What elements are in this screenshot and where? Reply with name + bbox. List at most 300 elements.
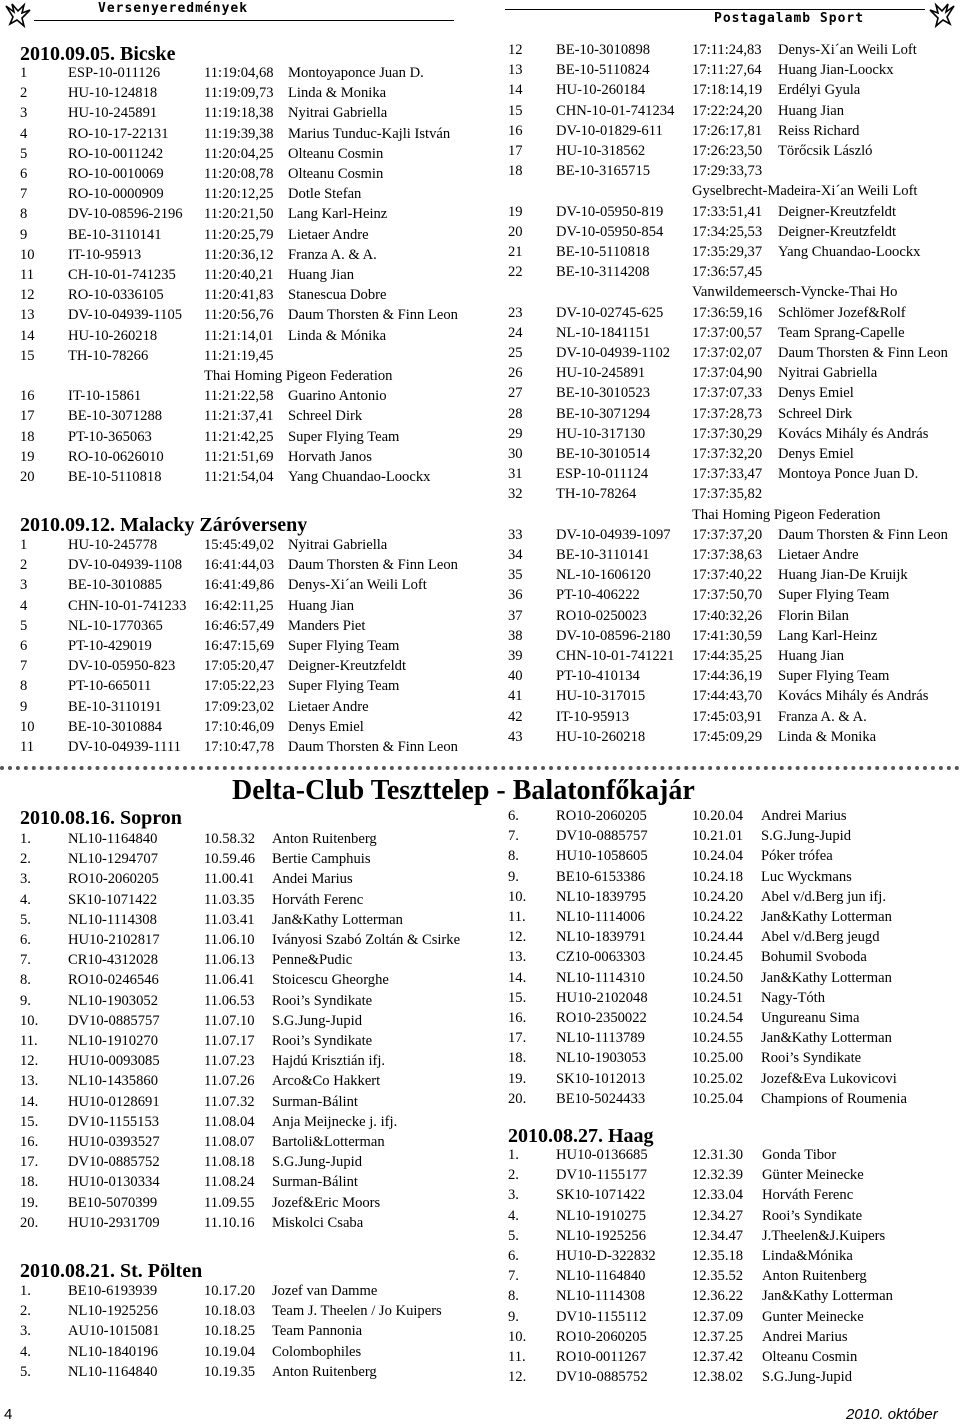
result-time: 17:45:03,91 (692, 708, 763, 725)
result-time: 11:20:25,79 (204, 226, 274, 243)
result-row (20, 204, 538, 224)
result-ring: HU10-2102817 (68, 932, 160, 948)
result-position: 4. (20, 1343, 31, 1360)
result-position: 3. (20, 871, 31, 888)
result-name: Stanescua Dobre (288, 287, 387, 304)
result-time: 10.18.25 (204, 1323, 256, 1340)
result-time: 10.24.55 (692, 1030, 744, 1047)
result-time: 10.24.45 (692, 949, 744, 966)
result-position: 16. (508, 1010, 527, 1026)
pigeon-logo-icon (4, 2, 32, 28)
result-row (508, 1307, 960, 1327)
pigeon-logo-icon (928, 2, 956, 28)
result-row (20, 555, 538, 575)
result-position: 7 (20, 658, 28, 675)
result-position: 6. (20, 932, 31, 948)
result-row (20, 737, 538, 757)
result-position: 3 (20, 577, 28, 594)
result-ring: DV10-0885752 (68, 1154, 160, 1171)
result-position: 4 (20, 597, 28, 614)
result-position: 7. (508, 1268, 519, 1285)
result-row (20, 184, 538, 204)
result-row (20, 164, 538, 184)
result-name: Anja Meijnecke j. ifj. (272, 1113, 398, 1130)
result-ring: ESP-10-011126 (68, 65, 161, 81)
result-position: 8. (508, 848, 519, 865)
result-position: 19 (20, 448, 35, 465)
result-ring: HU10-0393527 (68, 1134, 160, 1150)
result-ring: NL10-1114308 (556, 1288, 645, 1305)
result-ring: SK10-1071422 (68, 891, 158, 908)
result-name: Huang Jian (288, 267, 355, 283)
result-time: 12.35.18 (692, 1248, 744, 1264)
result-name: Gunter Meinecke (762, 1308, 864, 1325)
result-position: 35 (508, 567, 523, 584)
result-ring: NL-10-1841151 (556, 324, 651, 341)
result-ring: RO-10-0011242 (68, 145, 164, 162)
result-ring: ESP-10-011124 (556, 466, 649, 483)
result-ring: BE10-5070399 (68, 1194, 158, 1211)
result-ring: IT-10-95913 (556, 708, 630, 725)
result-time: 15:45:49,02 (204, 537, 275, 553)
result-time: 11.03.41 (204, 911, 255, 928)
result-name: Denys-Xi´an Weili Loft (288, 577, 427, 594)
result-position: 30 (508, 446, 523, 462)
result-position: 1. (20, 1283, 31, 1299)
result-row (508, 525, 960, 545)
result-name: S.G.Jung-Jupid (762, 1369, 853, 1386)
result-name: Daum Thorsten & Finn Leon (778, 526, 948, 543)
result-name: Dotle Stefan (288, 186, 362, 203)
result-name: Horvath Janos (288, 448, 372, 465)
result-name-continuation: Vanwildemeersch-Vyncke-Thai Ho (692, 284, 898, 301)
result-row (508, 1367, 960, 1387)
result-position: 14 (20, 327, 35, 344)
result-name: Daum Thorsten & Finn Leon (288, 307, 458, 324)
club-banner: Delta-Club Teszttelep - Balatonfőkajár (232, 775, 695, 806)
result-row (508, 1286, 960, 1306)
issue-date: 2010. október (846, 1406, 938, 1423)
result-ring: NL10-1925256 (68, 1303, 158, 1320)
result-position: 1 (20, 65, 28, 81)
result-ring: RO-10-0010069 (68, 166, 164, 182)
result-position: 10. (508, 1328, 527, 1345)
result-time: 11:19:39,38 (204, 125, 274, 142)
result-row (508, 626, 960, 646)
result-time: 11.08.07 (204, 1134, 255, 1150)
result-ring: NL10-1164840 (68, 1363, 158, 1380)
result-position: 20 (20, 469, 35, 485)
result-name: Huang Jian (778, 648, 845, 664)
result-name: Olteanu Cosmin (288, 145, 384, 162)
result-name: Bartoli&Lotterman (272, 1134, 385, 1150)
result-name: Nyitrai Gabriella (288, 537, 388, 553)
result-name: Lang Karl-Heinz (288, 206, 388, 223)
result-name-continuation: Thai Homing Pigeon Federation (204, 368, 393, 384)
result-ring: SK10-1071422 (556, 1187, 646, 1204)
section-title: 2010.08.21. St. Pölten (20, 1260, 203, 1282)
result-time: 17:37:02,07 (692, 345, 763, 361)
result-position: 18. (508, 1050, 527, 1067)
result-name: Colombophiles (272, 1343, 362, 1360)
result-name: Andrei Marius (762, 1328, 848, 1345)
result-time: 12.37.25 (692, 1328, 744, 1345)
result-name: Jan&Kathy Lotterman (761, 909, 892, 925)
result-ring: NL10-1114310 (556, 969, 645, 986)
result-name: Huang Jian-Loockx (778, 62, 894, 79)
result-position: 21 (508, 244, 523, 260)
result-ring: HU10-0130334 (68, 1174, 160, 1191)
result-row (20, 849, 472, 869)
result-position: 15 (508, 102, 523, 119)
result-time: 11.07.23 (204, 1053, 255, 1070)
result-ring: HU-10-317015 (556, 688, 646, 705)
result-position: 18 (508, 163, 523, 180)
result-position: 28 (508, 405, 523, 422)
result-ring: CH-10-01-741235 (68, 267, 176, 283)
result-time: 17:37:28,73 (692, 405, 763, 422)
result-ring: BE10-5024433 (556, 1090, 646, 1107)
result-row (508, 707, 960, 727)
result-ring: DV-10-05950-854 (556, 223, 664, 240)
result-row (20, 869, 472, 889)
result-time: 11.06.10 (204, 932, 255, 948)
result-row (20, 386, 538, 406)
result-name-continuation: Thai Homing Pigeon Federation (692, 506, 881, 523)
result-name: Montoya Ponce Juan D. (778, 466, 919, 483)
result-ring: BE-10-3110141 (556, 547, 650, 563)
result-ring: AU10-1015081 (68, 1323, 160, 1340)
result-name: Olteanu Cosmin (288, 166, 384, 182)
result-position: 27 (508, 385, 523, 402)
result-time: 11:21:22,58 (204, 388, 274, 405)
result-time: 11:21:14,01 (204, 327, 274, 344)
result-row (508, 1206, 960, 1226)
result-ring: PT-10-365063 (68, 428, 152, 445)
result-ring: NL10-1910270 (68, 1033, 158, 1049)
result-time: 11.08.18 (204, 1154, 255, 1171)
result-time: 12.34.47 (692, 1227, 744, 1244)
result-ring: PT-10-410134 (556, 668, 640, 685)
result-ring: PT-10-665011 (68, 678, 152, 695)
result-name: Abel v/d.Berg jun ifj. (761, 888, 886, 905)
result-row (20, 467, 538, 487)
result-name: Yang Chuandao-Loockx (778, 244, 921, 260)
result-time: 11:21:19,45 (204, 347, 274, 364)
result-time: 10.24.50 (692, 969, 744, 986)
result-row (508, 363, 960, 383)
result-name: Kovács Mihály és András (778, 688, 929, 705)
result-time: 17:26:17,81 (692, 122, 763, 139)
result-row (508, 80, 960, 100)
result-name: Daum Thorsten & Finn Leon (288, 557, 458, 574)
result-row (20, 616, 538, 636)
result-ring: BE-10-3071294 (556, 405, 651, 422)
result-time: 17:37:40,22 (692, 567, 763, 584)
result-position: 40 (508, 668, 523, 685)
result-ring: HU10-0136685 (556, 1147, 648, 1163)
result-ring: DV-10-08596-2180 (556, 627, 671, 644)
result-time: 16:46:57,49 (204, 617, 275, 634)
result-time: 11.09.55 (204, 1194, 255, 1211)
result-name: Erdélyi Gyula (778, 82, 861, 99)
result-time: 17:26:23,50 (692, 143, 763, 159)
result-row (508, 464, 960, 484)
result-row (20, 930, 472, 950)
result-time: 12.35.52 (692, 1268, 744, 1285)
result-ring: BE-10-5110818 (556, 244, 650, 260)
result-ring: RO10-2060205 (556, 1328, 647, 1345)
result-row (508, 1069, 960, 1089)
result-row (20, 1112, 472, 1132)
result-ring: HU-10-260218 (556, 728, 646, 745)
result-position: 8 (20, 206, 28, 223)
result-ring: DV10-0885757 (68, 1012, 160, 1029)
result-position: 17 (508, 143, 523, 159)
result-position: 20. (20, 1214, 39, 1231)
result-ring: HU-10-124818 (68, 85, 158, 102)
result-row (508, 1048, 960, 1068)
result-row (20, 305, 538, 325)
result-row (508, 1347, 960, 1367)
result-row (508, 968, 960, 988)
result-ring: HU-10-260184 (556, 82, 646, 99)
result-row (20, 717, 538, 737)
result-position: 15. (20, 1113, 39, 1130)
result-time: 17:05:22,23 (204, 678, 275, 695)
result-row (20, 596, 538, 616)
result-position: 42 (508, 708, 523, 725)
result-name: J.Theelen&J.Kuipers (762, 1227, 886, 1244)
result-name: Super Flying Team (778, 587, 890, 604)
result-row (20, 346, 538, 366)
result-time: 17:40:32,26 (692, 607, 763, 624)
result-time: 11:20:08,78 (204, 166, 274, 182)
result-row (20, 265, 538, 285)
result-position: 16. (20, 1134, 39, 1150)
result-name: Andrei Marius (761, 808, 847, 824)
result-position: 17. (20, 1154, 39, 1171)
section-title: 2010.09.05. Bicske (20, 43, 176, 65)
result-row (20, 1132, 472, 1152)
result-position: 11. (508, 1349, 526, 1365)
result-position: 37 (508, 607, 523, 624)
result-time: 10.17.20 (204, 1283, 256, 1299)
result-position: 18 (20, 428, 35, 445)
section-title: 2010.08.16. Sopron (20, 807, 182, 829)
result-row (508, 323, 960, 343)
result-name: Huang Jian-De Kruijk (778, 567, 908, 584)
result-time: 11.07.17 (204, 1033, 255, 1049)
result-time: 12.31.30 (692, 1147, 744, 1163)
result-ring: BE10-6153386 (556, 868, 646, 885)
result-time: 10.24.54 (692, 1010, 744, 1026)
result-ring: HU10-1058605 (556, 848, 648, 865)
result-row (508, 1089, 960, 1109)
result-time: 11.06.41 (204, 972, 255, 989)
result-position: 14. (508, 969, 527, 986)
result-time: 17:10:46,09 (204, 718, 275, 735)
result-row (20, 1011, 472, 1031)
result-position: 15. (508, 989, 527, 1006)
result-time: 10.24.20 (692, 888, 744, 905)
result-position: 17. (508, 1030, 527, 1047)
result-ring: RO10-0011267 (556, 1349, 647, 1365)
result-position: 10 (20, 718, 35, 735)
result-position: 2. (508, 1167, 519, 1184)
result-time: 17:37:50,70 (692, 587, 763, 604)
result-ring: NL10-1910275 (556, 1207, 646, 1224)
result-row (20, 1213, 472, 1233)
result-time: 17:37:37,20 (692, 526, 763, 543)
result-ring: RO-10-17-22131 (68, 125, 169, 142)
result-row (508, 806, 960, 826)
result-ring: NL10-1113789 (556, 1030, 645, 1047)
result-ring: BE-10-3010898 (556, 42, 651, 58)
result-name: Kovács Mihály és András (778, 425, 929, 442)
result-ring: BE10-6193939 (68, 1283, 158, 1299)
result-row (20, 144, 538, 164)
result-row (20, 1281, 472, 1301)
result-time: 17:37:00,57 (692, 324, 763, 341)
result-name: Denys Emiel (778, 385, 854, 402)
result-row (508, 1266, 960, 1286)
result-row (508, 727, 960, 747)
result-ring: NL10-1840196 (68, 1343, 158, 1360)
result-row (20, 406, 538, 426)
result-name: Lang Karl-Heinz (778, 627, 878, 644)
result-time: 11:21:51,69 (204, 448, 274, 465)
result-time: 17:41:30,59 (692, 627, 763, 644)
result-ring: TH-10-78266 (68, 347, 149, 364)
result-position: 1 (20, 537, 28, 553)
result-position: 8 (20, 678, 28, 695)
result-time: 11.06.13 (204, 952, 255, 969)
result-time: 12.38.02 (692, 1369, 744, 1386)
section-title: 2010.08.27. Haag (508, 1125, 654, 1147)
result-time: 17:36:59,16 (692, 304, 763, 321)
result-row (508, 1185, 960, 1205)
result-name: Miskolci Csaba (272, 1214, 364, 1231)
result-name: Franza A. & A. (778, 708, 867, 725)
result-row (20, 1071, 472, 1091)
result-name: Schreel Dirk (288, 408, 363, 425)
result-time: 11:20:04,25 (204, 145, 274, 162)
result-time: 17:09:23,02 (204, 698, 275, 715)
result-ring: NL10-1294707 (68, 851, 158, 868)
result-position: 22 (508, 264, 523, 281)
result-row (20, 1193, 472, 1213)
result-name: Anton Ruitenberg (762, 1268, 867, 1285)
result-time: 16:41:44,03 (204, 557, 275, 574)
result-ring: NL10-1164840 (556, 1268, 646, 1285)
result-position: 9. (508, 868, 519, 885)
result-position: 14. (20, 1093, 39, 1110)
result-name: Denys Emiel (288, 718, 364, 735)
result-name: Marius Tunduc-Kajli István (288, 125, 451, 142)
result-time: 11:20:41,83 (204, 287, 274, 304)
result-ring: BE-10-3110141 (68, 226, 162, 243)
result-ring: RO10-0246546 (68, 972, 159, 989)
result-ring: DV-10-04939-1105 (68, 307, 183, 324)
result-ring: DV10-0885757 (556, 828, 648, 845)
result-time: 11:21:37,41 (204, 408, 274, 425)
result-ring: CHN-10-01-741234 (556, 102, 675, 119)
result-time: 17:44:36,19 (692, 668, 763, 685)
result-name: Olteanu Cosmin (762, 1349, 858, 1365)
section-title: 2010.09.12. Malacky Záróverseny (20, 514, 308, 536)
result-time: 17:37:35,82 (692, 486, 763, 503)
result-ring: NL10-1114006 (556, 909, 645, 925)
result-time: 10.21.01 (692, 828, 744, 845)
result-row (508, 907, 960, 927)
result-row (20, 1301, 472, 1321)
result-ring: HU-10-245891 (68, 105, 158, 122)
result-name: Lietaer Andre (778, 547, 859, 563)
result-name: Team Pannonia (272, 1323, 363, 1340)
result-ring: RO10-2350022 (556, 1010, 647, 1026)
result-time: 17:05:20,47 (204, 658, 275, 675)
result-name: Rooi’s Syndikate (272, 1033, 373, 1049)
result-name: Arco&Co Hakkert (272, 1073, 381, 1090)
result-ring: HU10-D-322832 (556, 1248, 656, 1264)
result-time: 11:21:54,04 (204, 469, 274, 485)
result-position: 2 (20, 85, 28, 102)
result-position: 29 (508, 425, 523, 442)
result-time: 12.37.42 (692, 1349, 744, 1365)
result-time: 10.59.46 (204, 851, 256, 868)
result-ring: RO10-2060205 (556, 808, 647, 824)
result-time: 11:20:56,76 (204, 307, 274, 324)
result-name: S.G.Jung-Jupid (272, 1012, 363, 1029)
result-time: 10.24.04 (692, 848, 744, 865)
result-position: 13 (20, 307, 35, 324)
result-name: Bohumil Svoboda (761, 949, 867, 966)
result-time: 10.24.18 (692, 868, 744, 885)
result-name: Jozef&Eric Moors (272, 1194, 381, 1211)
result-row (508, 988, 960, 1008)
result-name: Deigner-Kreutzfeldt (288, 658, 407, 675)
result-row (508, 1165, 960, 1185)
result-name: Deigner-Kreutzfeldt (778, 223, 897, 240)
result-time: 17:33:51,41 (692, 203, 763, 220)
result-ring: TH-10-78264 (556, 486, 637, 503)
result-position: 8. (508, 1288, 519, 1305)
result-position: 11 (20, 267, 35, 283)
result-time: 11:20:21,50 (204, 206, 274, 223)
result-row (20, 636, 538, 656)
result-name: Abel v/d.Berg jeugd (761, 929, 880, 946)
result-name: Linda&Mónika (762, 1248, 853, 1264)
result-time: 11:20:40,21 (204, 267, 274, 283)
result-time: 10.58.32 (204, 831, 256, 847)
result-row (508, 424, 960, 444)
result-time: 17:37:07,33 (692, 385, 763, 402)
result-time: 10.24.22 (692, 909, 744, 925)
result-ring: DV10-0885752 (556, 1369, 648, 1386)
result-name: Iványosi Szabó Zoltán & Csirke (272, 932, 461, 948)
result-row (20, 1092, 472, 1112)
result-position: 36 (508, 587, 523, 604)
result-position: 5. (20, 911, 31, 928)
result-name: Linda & Monika (288, 85, 387, 102)
result-ring: SK10-1012013 (556, 1070, 646, 1087)
result-time: 10.19.35 (204, 1363, 256, 1380)
result-time: 17:36:57,45 (692, 264, 763, 281)
result-row (508, 666, 960, 686)
result-time: 12.33.04 (692, 1187, 744, 1204)
result-row (20, 245, 538, 265)
